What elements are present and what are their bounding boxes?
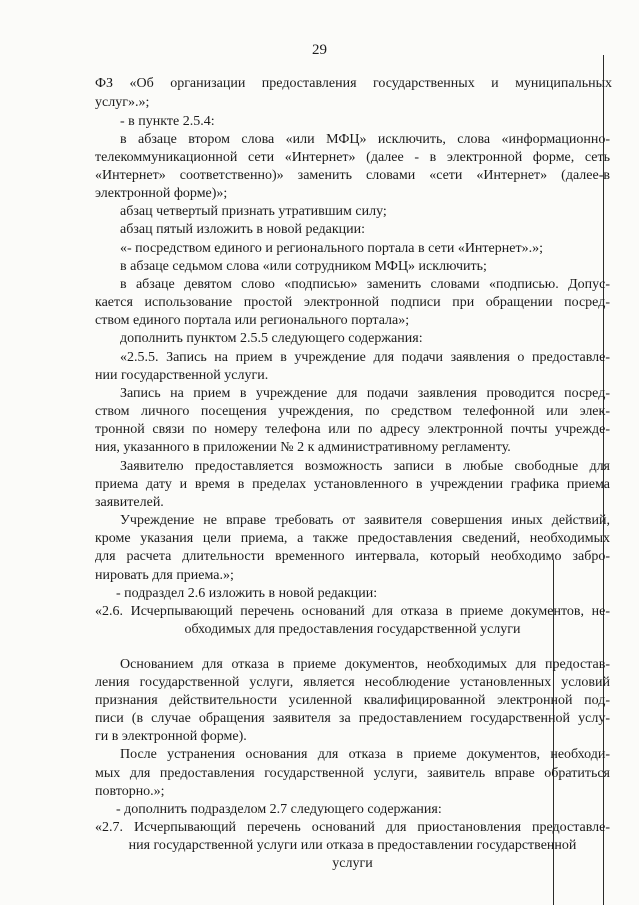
- text-line: ния, указанного в приложении № 2 к административному регламенту.: [95, 440, 511, 455]
- text-line: «2.5.5. Запись на прием в учреждение для подачи заявления о предоставле-: [120, 350, 610, 365]
- text-line: После устранения основания для отказа в приеме документов, необходи-: [120, 747, 610, 762]
- text-line: услуг».»;: [95, 95, 150, 110]
- text-line: ством личного посещения учреждения, по средством телефонной или элек-: [95, 404, 610, 419]
- section-heading: услуги: [332, 856, 373, 871]
- text-line: ством единого портала или регионального портала»;: [95, 313, 410, 328]
- section-heading: ния государственной услуги или отказа в предоставлении государственной: [128, 838, 577, 853]
- text-line: электронной форме)»;: [95, 186, 228, 201]
- text-line: дополнить пунктом 2.5.5 следующего содержания:: [120, 331, 423, 346]
- text-line: ФЗ «Об организации предоставления государственных и муниципальных: [95, 76, 612, 91]
- text-line: «- посредством единого и регионального портала в сети «Интернет».»;: [120, 241, 543, 256]
- text-line: - дополнить подразделом 2.7 следующего содержания:: [116, 802, 442, 817]
- text-line: в абзаце седьмом слова «или сотрудником МФЦ» исключить;: [120, 259, 487, 274]
- text-line: абзац четвертый признать утратившим силу;: [120, 204, 387, 219]
- text-line: ления государственной услуги, является несоблюдение установленных условий: [95, 675, 610, 690]
- text-line: заявителей.: [95, 495, 164, 510]
- text-line: Учреждение не вправе требовать от заявителя совершения иных действий,: [120, 513, 610, 528]
- text-line: писи (в случае обращения заявителя за предоставлением государственной услу-: [95, 711, 610, 726]
- text-line: ги в электронной форме).: [95, 729, 247, 744]
- text-line: повторно.»;: [95, 784, 165, 799]
- section-heading: обходимых для предоставления государственной услуги: [184, 622, 521, 637]
- section-heading: «2.6. Исчерпывающий перечень оснований для отказа в приеме документов, не-: [95, 604, 610, 619]
- section-heading: «2.7. Исчерпывающий перечень оснований для приостановления предоставле-: [95, 820, 610, 835]
- text-line: в абзаце втором слова «или МФЦ» исключить, слова «информационно-: [120, 132, 610, 147]
- text-line: - подраздел 2.6 изложить в новой редакции:: [116, 586, 378, 601]
- text-line: кается использование простой электронной подписи при обращении посред-: [95, 295, 610, 310]
- text-line: для расчета длительности временного интервала, который необходимо забро-: [95, 549, 610, 564]
- text-line: - в пункте 2.5.4:: [120, 114, 215, 129]
- text-line: кроме указания цели приема, а также предоставления сведений, необходимых: [95, 531, 610, 546]
- text-line: «Интернет» соответственно)» заменить словами «сети «Интернет» (далее-в: [95, 168, 610, 183]
- page-number: 29: [312, 42, 327, 58]
- text-line: нии государственной услуги.: [95, 368, 269, 383]
- text-line: Заявителю предоставляется возможность записи в любые свободные для: [120, 459, 610, 474]
- text-line: Основанием для отказа в приеме документов, необходимых для предостав-: [120, 657, 610, 672]
- text-line: признания действительности усиленной квалифицированной электронной под-: [95, 693, 610, 708]
- text-line: в абзаце девятом слово «подписью» заменить словами «подписью. Допус-: [120, 277, 610, 292]
- text-line: приема дату и время в пределах установленного в учреждении графика приема: [95, 477, 610, 492]
- text-line: тронной связи по номеру телефона или по адресу электронной почты учрежде-: [95, 422, 610, 437]
- text-line: мых для предоставления государственной услуги, заявитель вправе обратиться: [95, 766, 610, 781]
- text-line: Запись на прием в учреждение для подачи заявления проводится посред-: [120, 386, 610, 401]
- text-line: телекоммуникационной сети «Интернет» (далее - в электронной форме, сеть: [95, 150, 610, 165]
- text-line: нировать для приема.»;: [95, 568, 234, 583]
- text-line: абзац пятый изложить в новой редакции:: [120, 222, 365, 237]
